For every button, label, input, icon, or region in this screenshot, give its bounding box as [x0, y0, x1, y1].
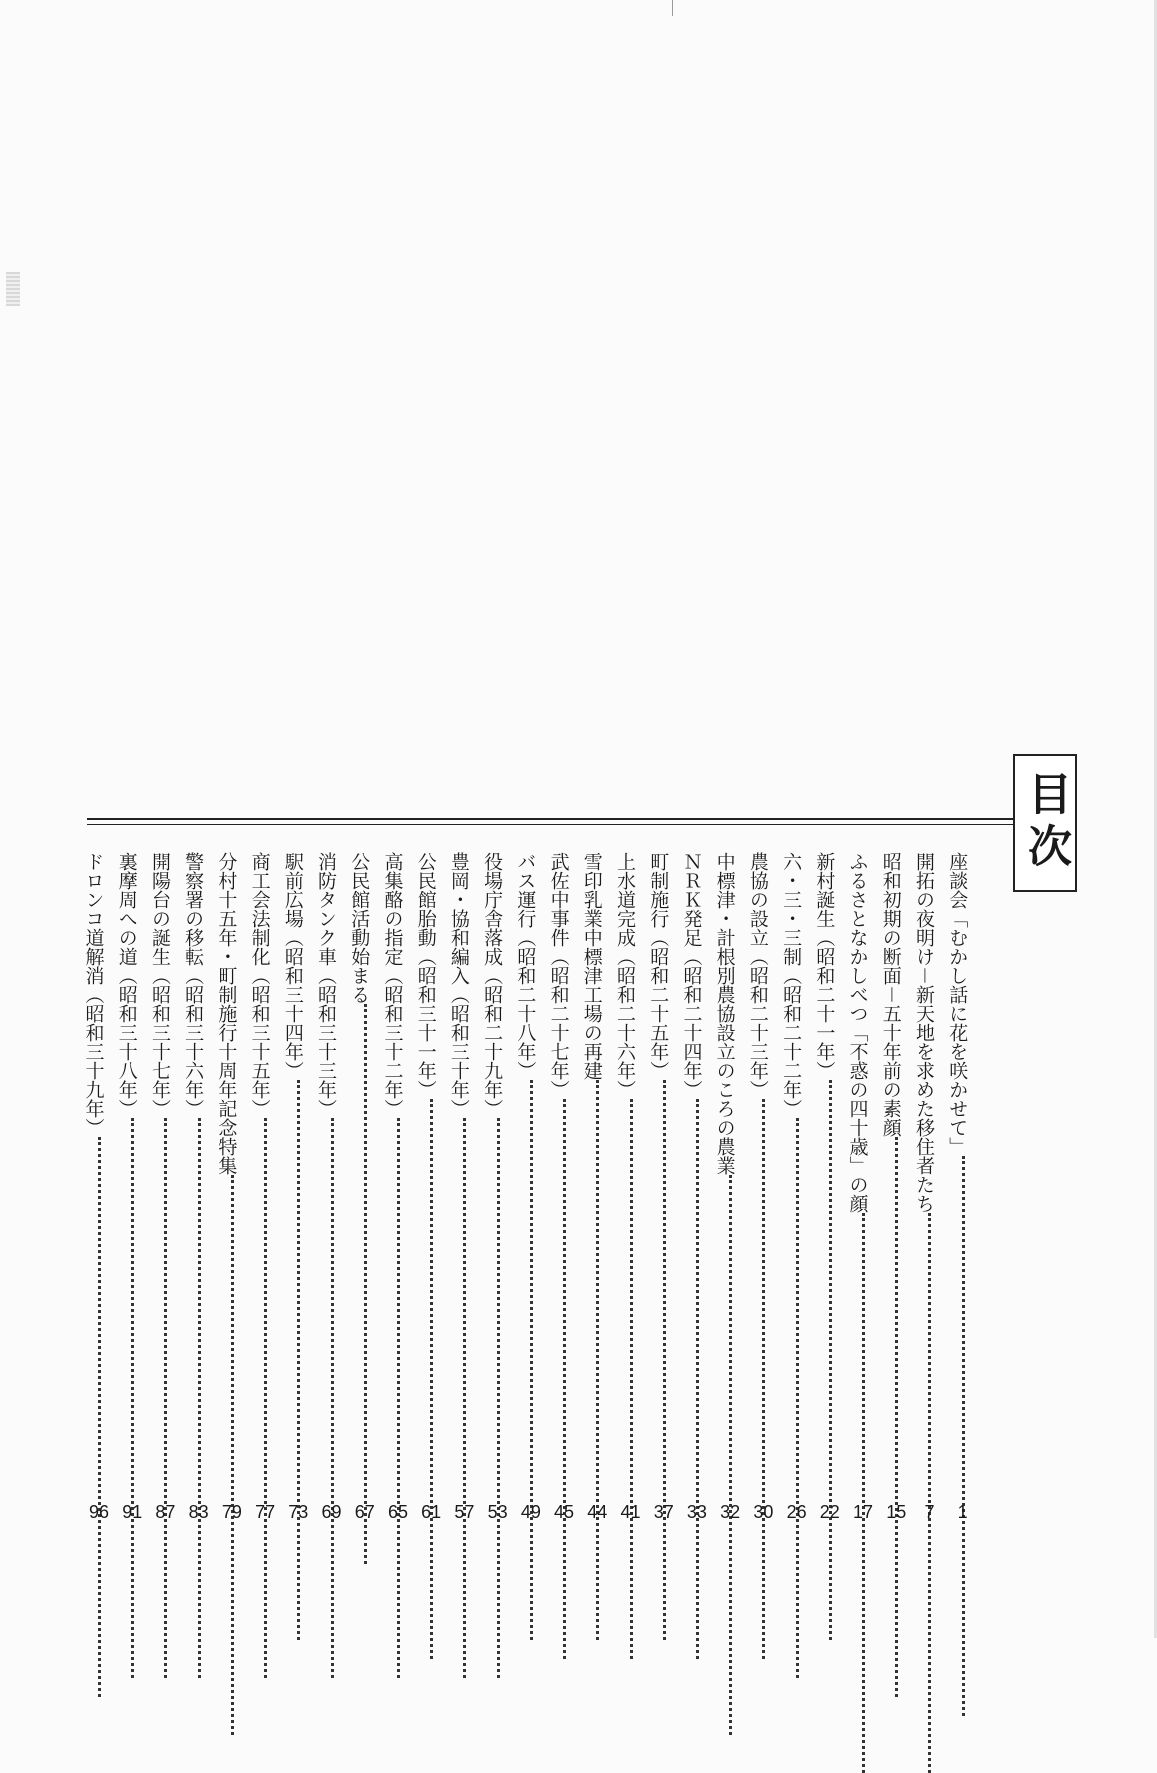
- toc-entry-title: 新村誕生（昭和二十一年）: [817, 852, 843, 1452]
- toc-entry[interactable]: [182, 852, 212, 1532]
- leader-dots: [905, 1213, 931, 1773]
- toc-entry[interactable]: [215, 852, 245, 1532]
- header-rule: [87, 818, 1013, 820]
- toc-entry-page: 17: [853, 1502, 874, 1522]
- leader-dots: [839, 1213, 865, 1773]
- leader-dots: [640, 1080, 666, 1640]
- binding-strip: [6, 272, 20, 306]
- toc-entry[interactable]: [680, 852, 710, 1532]
- toc-entry[interactable]: [746, 852, 776, 1532]
- toc-entry-page: 96: [88, 1502, 110, 1522]
- toc-entry-page: 77: [255, 1502, 276, 1522]
- toc-entry-title: 豊岡・協和編入（昭和三十年）: [451, 852, 477, 1452]
- toc-entry-title: 公民館胎動（昭和三十一年）: [418, 852, 444, 1452]
- toc-entry-title: 開陽台の誕生（昭和三十七年）: [152, 852, 178, 1452]
- toc-entry-page: 7: [924, 1502, 935, 1522]
- leader-dots: [706, 1175, 732, 1735]
- toc-entry-title: 駅前広場（昭和三十四年）: [285, 852, 311, 1452]
- toc-entry-page: 83: [188, 1502, 209, 1522]
- toc-entry[interactable]: [912, 852, 942, 1532]
- toc-entry[interactable]: [481, 852, 511, 1532]
- toc-entry[interactable]: [348, 852, 378, 1532]
- leader-dots: [141, 1118, 167, 1678]
- leader-dots: [673, 1099, 699, 1659]
- toc-entry-page: 26: [786, 1502, 807, 1522]
- toc-entry[interactable]: [713, 852, 743, 1532]
- toc-entry-page: 69: [321, 1502, 342, 1522]
- toc-entry-title: 昭和初期の断面－五十年前の素顔: [883, 852, 909, 1452]
- toc-entry[interactable]: [248, 852, 278, 1532]
- toc-entry-title: 上水道完成（昭和二十六年）: [618, 852, 644, 1452]
- leader-dots: [374, 1118, 400, 1678]
- toc-title-box: [1013, 754, 1077, 892]
- toc-entry[interactable]: [315, 852, 345, 1532]
- leader-dots: [241, 1118, 267, 1678]
- toc-entry-page: 44: [587, 1502, 608, 1522]
- leader-dots: [341, 1004, 367, 1564]
- toc-entry[interactable]: [447, 852, 477, 1532]
- toc-entry-page: 1: [957, 1502, 968, 1522]
- leader-dots: [75, 1137, 101, 1697]
- toc-entry-title: ふるさとなかしべつ「不惑の四十歳」の顔: [850, 852, 876, 1452]
- toc-entry-page: 87: [155, 1502, 176, 1522]
- toc-entry-title: 公民館活動始まる: [352, 852, 378, 1452]
- toc-entry-page: 65: [387, 1502, 408, 1522]
- toc-entry[interactable]: [82, 852, 112, 1532]
- leader-dots: [175, 1118, 201, 1678]
- leader-dots: [308, 1118, 334, 1678]
- leader-dots: [507, 1080, 533, 1640]
- toc-entry[interactable]: [580, 852, 610, 1532]
- toc-entry-page: 91: [122, 1502, 143, 1522]
- leader-dots: [607, 1099, 633, 1659]
- toc-entry[interactable]: [115, 852, 145, 1532]
- leader-dots: [274, 1080, 300, 1640]
- toc-entry[interactable]: [514, 852, 544, 1532]
- leader-dots: [474, 1118, 500, 1678]
- leader-dots: [806, 1080, 832, 1640]
- toc-entry-page: 79: [221, 1502, 242, 1522]
- leader-dots: [540, 1099, 566, 1659]
- toc-entry-page: 30: [753, 1502, 774, 1522]
- toc-entry-title: 役場庁舎落成（昭和二十九年）: [485, 852, 511, 1452]
- toc-entry-title: 分村十五年・町制施行十周年記念特集: [219, 852, 245, 1452]
- leader-dots: [108, 1118, 134, 1678]
- toc-entry-page: 32: [720, 1502, 741, 1522]
- toc-entry-page: 22: [819, 1502, 840, 1522]
- toc-entry-title: 裏摩周への道（昭和三十八年）: [119, 852, 145, 1452]
- toc-entry-title: 雪印乳業中標津工場の再建: [584, 852, 610, 1452]
- leader-dots: [208, 1175, 234, 1735]
- toc-entry[interactable]: [846, 852, 876, 1532]
- toc-entry-page: 61: [421, 1502, 442, 1522]
- table-of-contents: [82, 852, 976, 1532]
- toc-entry-title: 中標津・計根別農協設立のころの農業: [717, 852, 743, 1452]
- toc-entry-title: 六・三・三制（昭和二十二年）: [784, 852, 810, 1452]
- leader-dots: [872, 1137, 898, 1697]
- toc-entry-title: バス運行（昭和二十八年）: [518, 852, 544, 1452]
- toc-entry-page: 53: [487, 1502, 508, 1522]
- toc-entry-page: 33: [686, 1502, 707, 1522]
- toc-entry[interactable]: [414, 852, 444, 1532]
- toc-entry-page: 49: [520, 1502, 541, 1522]
- toc-entry-page: 67: [354, 1502, 375, 1522]
- toc-entry-title: 座談会「むかし話に花を咲かせて」: [950, 852, 976, 1452]
- toc-entry-title: ドロンコ道解消（昭和三十九年）: [86, 852, 112, 1452]
- toc-entry-title: 武佐中事件（昭和二十七年）: [551, 852, 577, 1452]
- leader-dots: [773, 1118, 799, 1678]
- toc-entry-title: 商工会法制化（昭和三十五年）: [252, 852, 278, 1452]
- toc-entry-page: 41: [620, 1502, 641, 1522]
- toc-entry-page: 45: [554, 1502, 575, 1522]
- toc-entry[interactable]: [946, 852, 976, 1532]
- toc-entry-title: 消防タンク車（昭和三十三年）: [319, 852, 345, 1452]
- leader-dots: [739, 1099, 765, 1659]
- toc-entry-title: 高集酪の指定（昭和三十二年）: [385, 852, 411, 1452]
- toc-entry[interactable]: [614, 852, 644, 1532]
- toc-entry[interactable]: [148, 852, 178, 1532]
- toc-entry[interactable]: [547, 852, 577, 1532]
- leader-dots: [939, 1156, 965, 1716]
- toc-entry[interactable]: [281, 852, 311, 1532]
- toc-entry[interactable]: [647, 852, 677, 1532]
- toc-entry-title: 警察署の移転（昭和三十六年）: [186, 852, 212, 1452]
- scan-mark: [672, 0, 673, 16]
- leader-dots: [573, 1080, 599, 1640]
- toc-entry[interactable]: [813, 852, 843, 1532]
- toc-entry[interactable]: [879, 852, 909, 1532]
- toc-entry-title: 町制施行（昭和二十五年）: [651, 852, 677, 1452]
- toc-entry-title: 開拓の夜明け－新天地を求めた移住者たち: [916, 852, 942, 1452]
- toc-entry-page: 73: [288, 1502, 309, 1522]
- leader-dots: [440, 1118, 466, 1678]
- toc-entry[interactable]: [381, 852, 411, 1532]
- header-rule-thin: [87, 824, 1013, 825]
- leader-dots: [407, 1099, 433, 1659]
- toc-entry[interactable]: [780, 852, 810, 1532]
- toc-entry-title: ＮＲＫ発足（昭和二十四年）: [684, 852, 710, 1452]
- toc-entry-page: 57: [454, 1502, 475, 1522]
- page-title: 目次: [1020, 771, 1071, 875]
- toc-entry-page: 37: [653, 1502, 674, 1522]
- toc-entry-page: 15: [886, 1502, 907, 1522]
- toc-entry-title: 農協の設立（昭和二十三年）: [750, 852, 776, 1452]
